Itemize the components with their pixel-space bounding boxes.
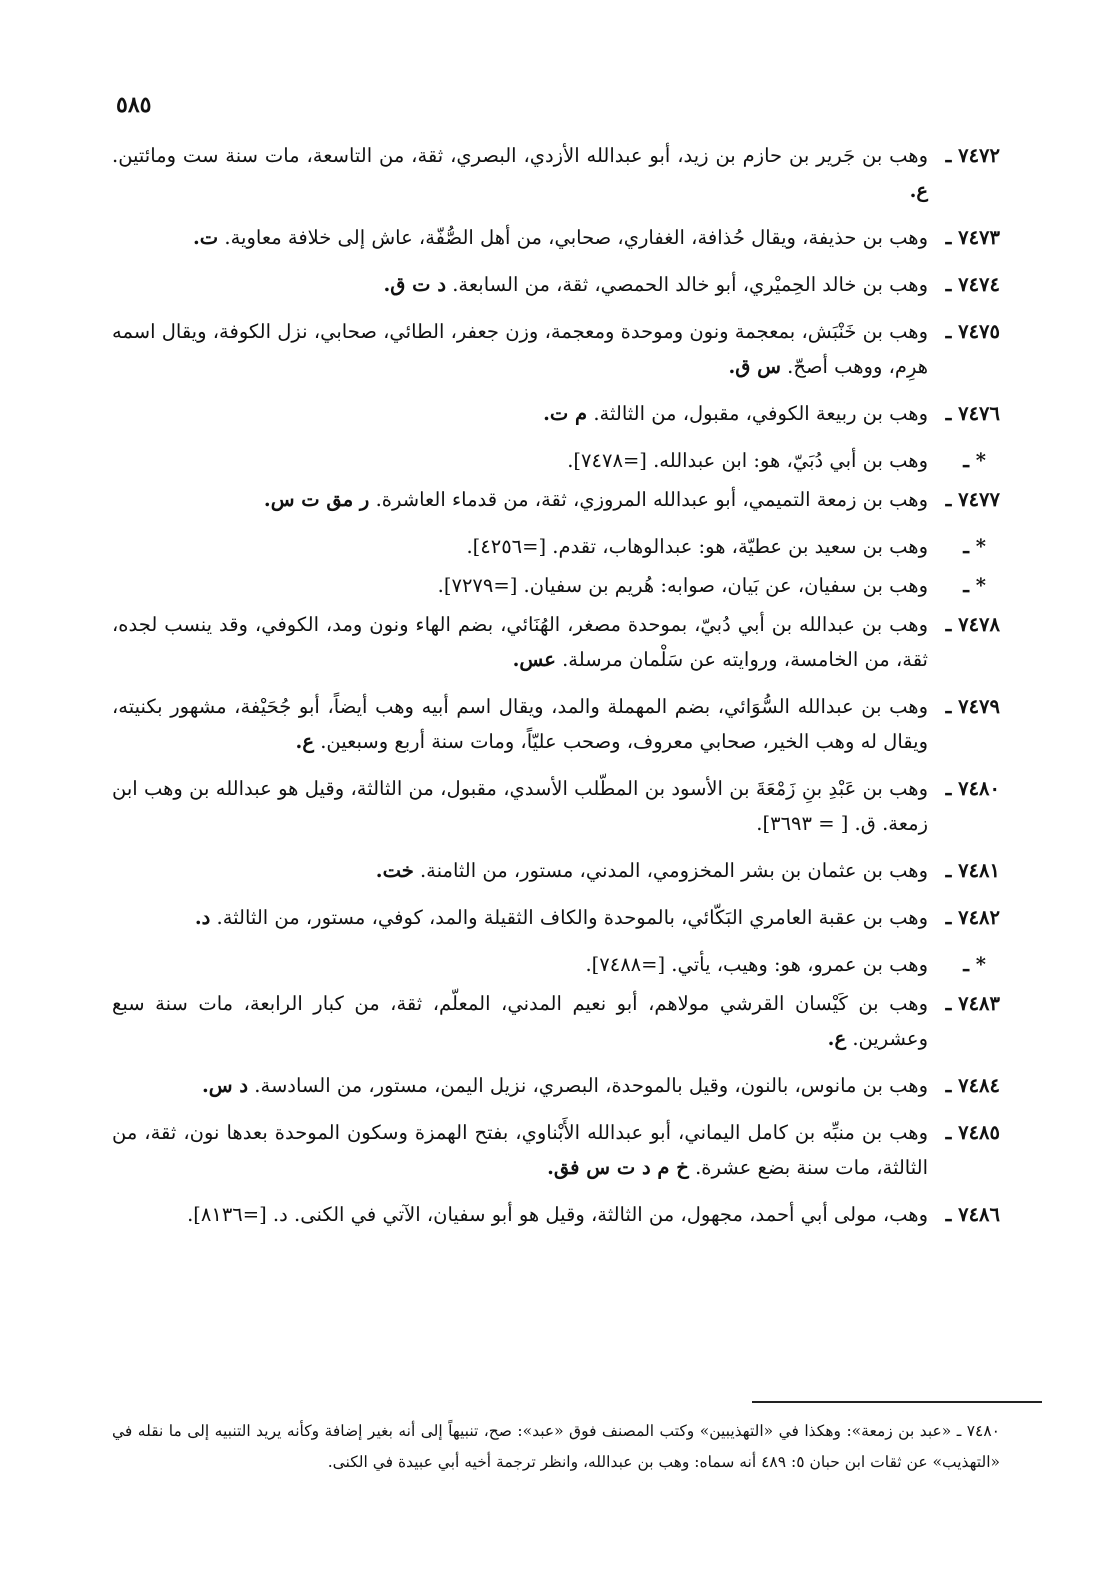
- entry-text: وهب بن زمعة التميمي، أبو عبدالله المروزي، ثقة، من قدماء العاشرة.: [375, 488, 928, 511]
- biography-entry: [112, 138, 1000, 208]
- entry-number: ٧٤٧٥ ـ: [945, 320, 1000, 343]
- source-codes: عس.: [512, 648, 556, 671]
- entry-number: ٧٤٨١ ـ: [945, 859, 1000, 882]
- biography-entry: [112, 1115, 1000, 1185]
- entry-text: وهب بن حذيفة، ويقال حُذافة، الغفاري، صحابي، من أهل الصُّفّة، عاش إلى خلافة معاوية.: [224, 226, 928, 249]
- entry-number: ٧٤٨٤ ـ: [945, 1074, 1000, 1097]
- entry-number: ٧٤٧٣ ـ: [945, 226, 1000, 249]
- entry-text: وهب، مولى أبي أحمد، مجهول، من الثالثة، وقيل هو أبو سفيان، الآتي في الكنى. د. [=٨١٣٦].: [187, 1203, 928, 1226]
- cross-reference-entry: [112, 947, 1000, 982]
- biography-entry: [112, 267, 1000, 302]
- entry-number: ٧٤٧٨ ـ: [945, 613, 1000, 636]
- entry-number: * ـ: [963, 574, 986, 597]
- footnote-separator: [752, 1401, 1042, 1403]
- entry-number: ٧٤٧٢ ـ: [945, 144, 1000, 167]
- entry-number: ٧٤٧٦ ـ: [945, 402, 1000, 425]
- page-number: ٥٨٥: [116, 92, 152, 118]
- source-codes: د س.: [202, 1074, 249, 1097]
- biography-entry: [112, 689, 1000, 759]
- cross-reference-entry: [112, 443, 1000, 478]
- cross-reference-entry: [112, 568, 1000, 603]
- entry-number: ٧٤٧٧ ـ: [945, 488, 1000, 511]
- biography-entry: [112, 900, 1000, 935]
- biography-entry: [112, 986, 1000, 1056]
- source-codes: م ت.: [543, 402, 588, 425]
- entries-list: [112, 138, 1000, 1244]
- entry-text: وهب بن أبي دُبَيّ، هو: ابن عبدالله. [=٧٤٧٨].: [567, 449, 928, 472]
- entry-text: وهب بن مانوس، بالنون، وقيل بالموحدة، البصري، نزيل اليمن، مستور، من السادسة.: [254, 1074, 928, 1097]
- entry-text: وهب بن كَيْسان القرشي مولاهم، أبو نعيم المدني، المعلّم، ثقة، من كبار الرابعة، مات سنة سبع وعشرين.: [112, 992, 928, 1050]
- source-codes: د.: [194, 906, 211, 929]
- entry-text: وهب بن عثمان بن بشر المخزومي، المدني، مستور، من الثامنة.: [419, 859, 928, 882]
- source-codes: خ م د ت س فق.: [547, 1156, 689, 1179]
- entry-text: وهب بن منبِّه بن كامل اليماني، أبو عبدالله الأَبْناوي، بفتح الهمزة وسكون الموحدة بعدها نون، ثقة، من الثالثة، مات سنة بضع عشرة.: [112, 1121, 928, 1179]
- source-codes: ع.: [909, 179, 928, 202]
- entry-text: وهب بن ربيعة الكوفي، مقبول، من الثالثة.: [593, 402, 928, 425]
- entry-text: وهب بن سعيد بن عطيّة، هو: عبدالوهاب، تقدم. [=٤٢٥٦].: [466, 535, 928, 558]
- entry-number: ٧٤٨٦ ـ: [945, 1203, 1000, 1226]
- entry-number: ٧٤٨٢ ـ: [945, 906, 1000, 929]
- entry-number: ٧٤٧٤ ـ: [945, 273, 1000, 296]
- biography-entry: [112, 1068, 1000, 1103]
- entry-number: * ـ: [963, 449, 986, 472]
- source-codes: ع.: [827, 1027, 847, 1050]
- entry-text: وهب بن عمرو، هو: وهيب، يأتي. [=٧٤٨٨].: [585, 953, 928, 976]
- biography-entry: [112, 1197, 1000, 1232]
- entry-number: * ـ: [963, 953, 986, 976]
- biography-entry: [112, 396, 1000, 431]
- entry-number: ٧٤٨٥ ـ: [945, 1121, 1000, 1144]
- entry-text: وهب بن سفيان، عن بَيان، صوابه: هُريم بن سفيان. [=٧٢٧٩].: [437, 574, 928, 597]
- biography-entry: [112, 220, 1000, 255]
- biography-entry: [112, 482, 1000, 517]
- source-codes: ت.: [193, 226, 219, 249]
- biography-entry: [112, 607, 1000, 677]
- entry-text: وهب بن عبدالله السُّوَائي، بضم المهملة والمد، ويقال اسم أبيه وهب أيضاً، أبو جُحَيْفة، مشهور بكنيته، ويقال له وهب الخير، صحابي معروف، وصحب عليّاً، ومات سنة أربع وسبعين.: [112, 695, 928, 753]
- biography-entry: [112, 771, 1000, 841]
- entry-text: وهب بن خالد الحِميْري، أبو خالد الحمصي، ثقة، من السابعة.: [452, 273, 928, 296]
- source-codes: ر مق ت س.: [263, 488, 370, 511]
- entry-number: * ـ: [963, 535, 986, 558]
- source-codes: ع.: [295, 730, 314, 753]
- entry-text: وهب بن عَبْدِ بنِ زَمْعَةَ بن الأسود بن المطّلب الأسدي، مقبول، من الثالثة، وقيل هو عبدالله بن وهب ابن زمعة. ق. [ = ٣٦٩٣].: [112, 777, 928, 835]
- entry-number: ٧٤٨٠ ـ: [945, 777, 1000, 800]
- entry-text: وهب بن عقبة العامري البَكّائي، بالموحدة والكاف الثقيلة والمد، كوفي، مستور، من الثالثة.: [216, 906, 928, 929]
- entry-text: وهب بن خَنْبَش، بمعجمة ونون وموحدة ومعجمة، وزن جعفر، الطائي، صحابي، نزل الكوفة، ويقال اسمه هرِم، ووهب أصحّ.: [112, 320, 928, 378]
- entry-text: وهب بن عبدالله بن أبي دُبيّ، بموحدة مصغر، الهُنَائي، بضم الهاء ونون ومد، الكوفي، وقد ينسب لجده، ثقة، من الخامسة، وروايته عن سَلْمان مرسلة.: [112, 613, 928, 671]
- source-codes: د ت ق.: [383, 273, 447, 296]
- entry-text: وهب بن جَرير بن حازم بن زيد، أبو عبدالله الأزدي، البصري، ثقة، من التاسعة، مات سنة ست ومائتين.: [112, 144, 928, 167]
- cross-reference-entry: [112, 529, 1000, 564]
- biography-entry: [112, 853, 1000, 888]
- entry-number: ٧٤٧٩ ـ: [945, 695, 1000, 718]
- source-codes: خت.: [375, 859, 414, 882]
- footnote: ٧٤٨٠ ـ «عبد بن زمعة»: وهكذا في «التهذيبين» وكتب المصنف فوق «عبد»: صح، تنبيهاً إلى أنه بغير إضافة وكأنه يريد التنبيه إلى ما نقله في «التهذيب» عن ثقات ابن حبان ٥: ٤٨٩ أنه سماه: وهب بن عبدالله، وانظر ترجمة أخيه أبي عبيدة في الكنى.: [112, 1422, 1000, 1471]
- entry-number: ٧٤٨٣ ـ: [945, 992, 1000, 1015]
- biography-entry: [112, 314, 1000, 384]
- source-codes: س ق.: [728, 355, 781, 378]
